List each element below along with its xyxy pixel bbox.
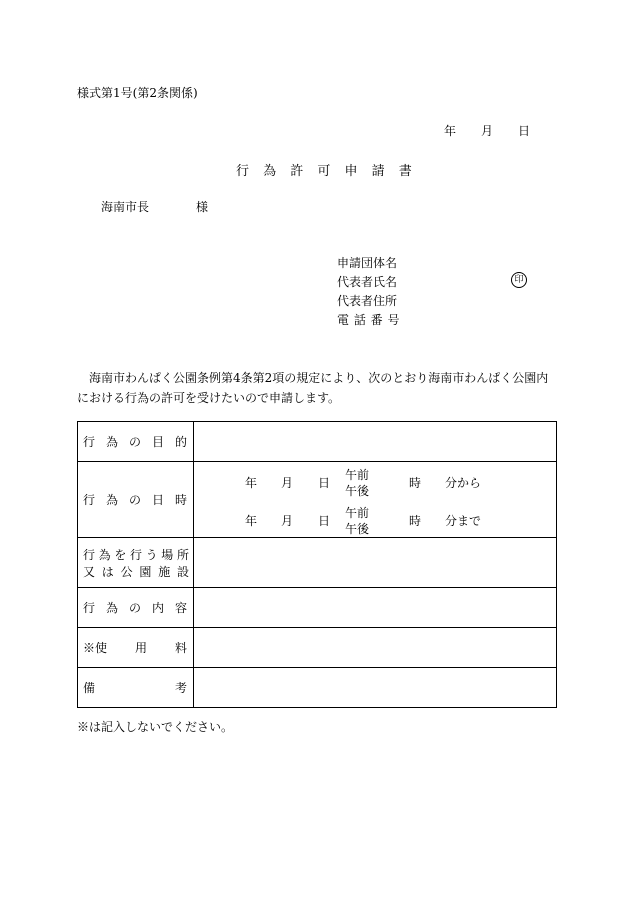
row-fee	[78, 628, 557, 668]
seal-mark: 印	[511, 272, 527, 288]
start-minute-suffix: 分から	[445, 476, 482, 490]
end-pm: 午後	[345, 522, 370, 536]
start-month: 月	[281, 476, 294, 490]
application-body-text: 海南市わんぱく公園条例第4条第2項の規定により、次のとおり海南市わんぱく公園内における行為の許可を受けたいので申請します。	[77, 371, 549, 405]
date-year: 年	[444, 124, 457, 138]
end-minute-suffix: 分まで	[445, 514, 482, 528]
application-form-table	[77, 421, 557, 708]
phone-number-label: 電 話 番 号	[337, 313, 400, 327]
purpose-label: 行 為 の 目 的	[78, 422, 194, 462]
start-pm: 午後	[345, 484, 370, 498]
start-year: 年	[245, 476, 258, 490]
footnote: ※は記入しないでください。	[77, 720, 234, 734]
addressee-honorific: 様	[196, 200, 209, 214]
fee-label: ※使 用 料	[78, 628, 194, 668]
applicant-org-label: 申請団体名	[337, 256, 398, 270]
content-label: 行 為 の 内 容	[78, 588, 194, 628]
start-day: 日	[318, 476, 331, 490]
datetime-label: 行 為 の 日 時	[78, 462, 194, 538]
row-remarks	[78, 668, 557, 708]
fee-input-cell	[194, 628, 557, 668]
place-label: 行 為 を 行 う 場 所 又 は 公 園 施 設	[78, 538, 194, 588]
row-purpose	[78, 422, 557, 462]
purpose-input-cell[interactable]	[194, 422, 557, 462]
place-input-cell[interactable]	[194, 538, 557, 588]
document-title	[236, 160, 412, 179]
remarks-input-cell[interactable]	[194, 668, 557, 708]
start-am: 午前	[345, 468, 370, 482]
date-month: 月	[481, 124, 494, 138]
date-line	[444, 122, 530, 139]
content-input-cell[interactable]	[194, 588, 557, 628]
addressee-name: 海南市長	[101, 200, 150, 214]
end-year: 年	[245, 514, 258, 528]
end-month: 月	[281, 514, 294, 528]
end-am: 午前	[345, 506, 370, 520]
row-place	[78, 538, 557, 588]
date-day: 日	[518, 124, 531, 138]
addressee	[101, 198, 208, 215]
form-number: 様式第1号(第2条関係)	[77, 86, 198, 100]
end-day: 日	[318, 514, 331, 528]
end-hour: 時	[409, 514, 422, 528]
row-content	[78, 588, 557, 628]
representative-name-label: 代表者氏名	[337, 275, 398, 289]
start-hour: 時	[409, 476, 422, 490]
row-datetime	[78, 462, 557, 538]
representative-address-label: 代表者住所	[337, 294, 398, 308]
datetime-input-cell[interactable]	[194, 462, 557, 538]
document-title-text: 行 為 許 可 申 請 書	[236, 164, 412, 179]
remarks-label: 備 考	[78, 668, 194, 708]
